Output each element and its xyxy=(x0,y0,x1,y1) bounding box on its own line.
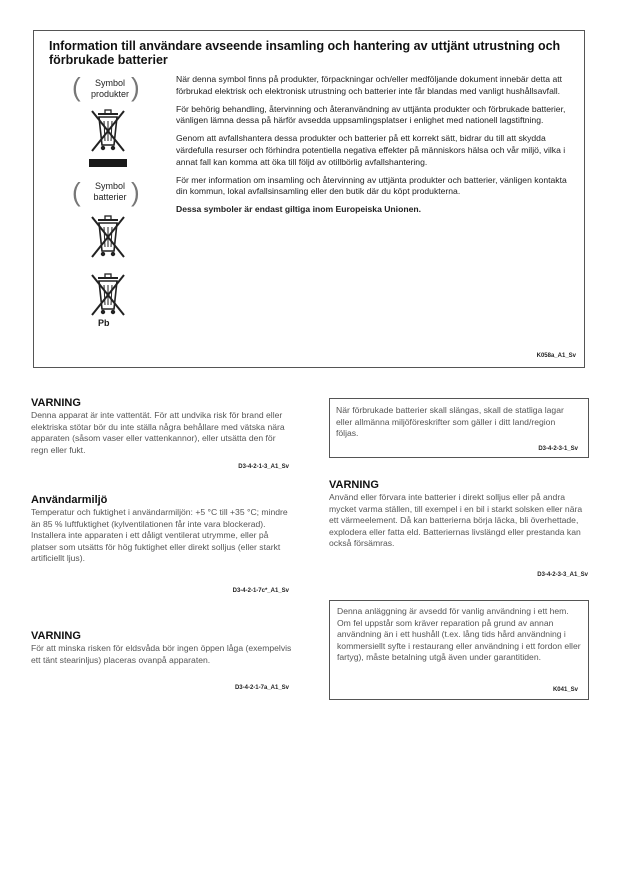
weee-code: K058a_A1_Sv xyxy=(536,353,576,359)
weee-title: Information till användare avseende insamling och hantering av uttjänt utrustning och förbrukade batterier xyxy=(49,39,561,67)
pb-label: Pb xyxy=(98,318,110,328)
right-paren: ) xyxy=(131,72,140,102)
black-bar xyxy=(89,159,127,167)
battery-disposal-code: D3-4-2-3-1_Sv xyxy=(538,446,578,452)
battery-disposal-box xyxy=(329,398,589,458)
crossed-bin-icon xyxy=(86,213,130,261)
symbol-products-label: Symbol produkter xyxy=(90,78,130,99)
right-paren: ) xyxy=(131,177,140,207)
weee-info-box xyxy=(33,30,585,368)
warning2-body: För att minska risken för eldsvåda bör ingen öppen låga (exempelvis ett tänt stearinljus) placeras ovanpå apparaten. xyxy=(31,643,292,665)
warning1-code: D3-4-2-1-3_A1_Sv xyxy=(238,464,289,470)
left-paren: ( xyxy=(72,72,81,102)
warning3-code: D3-4-2-3-3_A1_Sv xyxy=(537,572,588,578)
environment-title: Användarmiljö xyxy=(31,494,108,506)
warning1-title: VARNING xyxy=(31,397,81,409)
environment-body: Temperatur och fuktighet i användarmiljön: +5 °C till +35 °C; mindre än 85 % luftfuktighet (kylventilationen får inte vara blockerad). Installera inte apparaten i ett dåligt ventilerat utrymme, eller på platser som utsätts för hög fuktighet eller direkt solljus (eller starkt artificiellt ljus). xyxy=(31,507,288,563)
symbol-batteries-label: Symbol batterier xyxy=(93,181,127,202)
weee-paragraph-3: Genom att avfallshantera dessa produkter och batterier på ett korrekt sätt, bidrar du till att skydda värdefulla resurser och förhindra potentiella negativa effekter på människors hälsa och vår miljö, vilka i annat fall kan komma att öka till följd av otillbörlig avfallshantering. xyxy=(176,133,566,167)
battery-disposal-text: När förbrukade batterier skall slängas, skall de statliga lagar eller allmänna miljöföreskrifter som gäller i ditt land/region följas. xyxy=(336,405,564,438)
household-use-box xyxy=(329,600,589,700)
weee-paragraph-5: Dessa symboler är endast giltiga inom Europeiska Unionen. xyxy=(176,204,421,215)
warning2-code: D3-4-2-1-7a_A1_Sv xyxy=(234,685,289,691)
warning3-title: VARNING xyxy=(329,479,379,491)
household-use-code: K041_Sv xyxy=(552,687,578,693)
household-use-text: Denna anläggning är avsedd för vanlig användning i ett hem. Om fel uppstår som kräver reparation på grund av annan användning än i ett hushåll (t.ex. lång tids hård användning i kommersiellt syfte i restaurang eller användning i ett fordon eller fartyg), måste betalning utgå även under garantitiden. xyxy=(337,606,581,662)
weee-info-text xyxy=(176,74,576,222)
crossed-bin-pb-icon xyxy=(86,271,130,319)
crossed-bin-icon xyxy=(86,107,130,155)
weee-paragraph-2: För behörig behandling, återvinning och återanvändning av uttjänta produkter och förbrukade batterier, vänligen lämna dessa på härför avsedda uppsamlingsplatser i enlighet med nationell lagstiftning. xyxy=(176,103,566,126)
weee-paragraph-4: För mer information om insamling och återvinning av uttjänta produkter och batterier, vänligen kontakta din kommun, lokal avfallsinsamling eller den butik där du köpt produkterna. xyxy=(176,174,567,197)
warning3-body: Använd eller förvara inte batterier i direkt solljus eller på andra mycket varma ställen, till exempel i en bil i starkt solsken eller nära ett värmeelement. Då kan batterierna börja läcka, bli överhettade, explodera eller fatta eld. Batteriernas livslängd eller prestanda kan också försämras. xyxy=(329,492,583,548)
warning2-title: VARNING xyxy=(31,630,81,642)
warning1-body: Denna apparat är inte vattentät. För att undvika risk för brand eller elektriska stötar bör du inte ställa några behållare med vätska nära apparaten (såsom vaser eller vattenkannor), eller utsätta den för regn eller fukt. xyxy=(31,410,285,455)
left-paren: ( xyxy=(72,177,81,207)
weee-paragraph-1: När denna symbol finns på produkter, förpackningar och/eller medföljande dokument innebär detta att förbrukad elektrisk och elektronisk utrustning och batterier inte får blandas med vanligt hushållsavfall. xyxy=(176,74,562,96)
environment-code: D3-4-2-1-7c*_A1_Sv xyxy=(232,588,289,594)
